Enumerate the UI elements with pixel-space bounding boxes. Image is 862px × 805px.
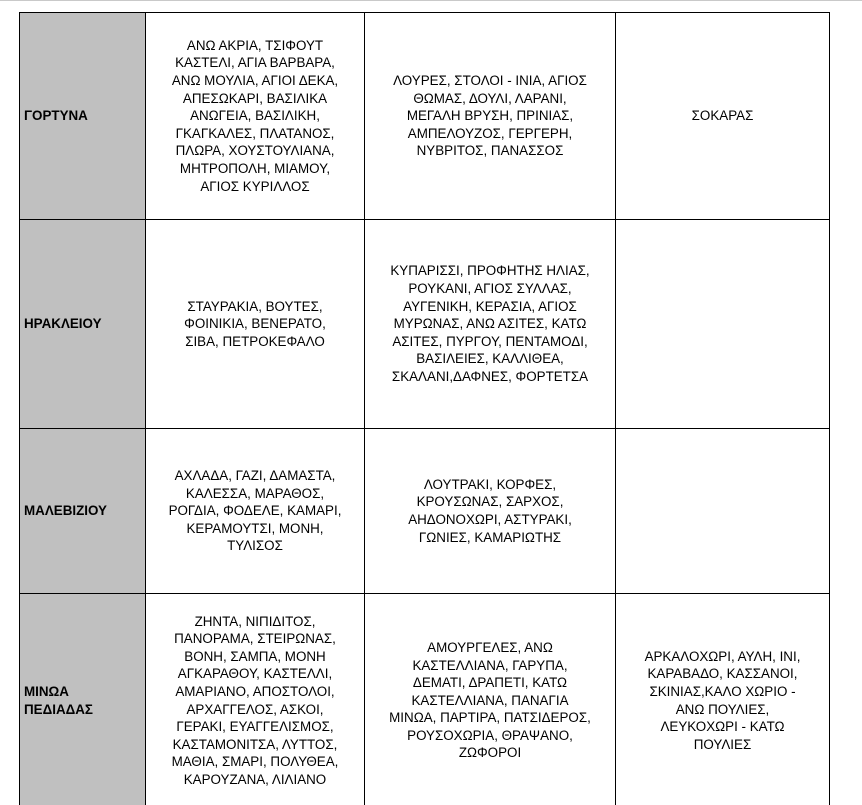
- area-name-cell: ΜΙΝΩΑ ΠΕΔΙΑΔΑΣ: [20, 594, 146, 805]
- villages-cell: [616, 429, 830, 594]
- villages-cell: ΑΜΟΥΡΓΕΛΕΣ, ΑΝΩ ΚΑΣΤΕΛΛΙΑΝΑ, ΓΑΡΥΠΑ, ΔΕΜΑΤΙ, ΔΡΑΠΕΤΙ, ΚΑΤΩ ΚΑΣΤΕΛΛΙΑΝΑ, ΠΑΝΑΓΙΑ ΜΙΝΩΑ, ΠΑΡΤΙΡΑ, ΠΑΤΣΙΔΕΡΟΣ, ΡΟΥΣΟΧΩΡΙΑ, ΘΡΑΨΑΝΟ, ΖΩΦΟΡΟΙ: [365, 594, 616, 805]
- villages-cell: ΛΟΥΤΡΑΚΙ, ΚΟΡΦΕΣ, ΚΡΟΥΣΩΝΑΣ, ΣΑΡΧΟΣ, ΑΗΔΟΝΟΧΩΡΙ, ΑΣΤΥΡΑΚΙ, ΓΩΝΙΕΣ, ΚΑΜΑΡΙΩΤΗΣ: [365, 429, 616, 594]
- villages-cell: ΣΤΑΥΡΑΚΙΑ, ΒΟΥΤΕΣ, ΦΟΙΝΙΚΙΑ, ΒΕΝΕΡΑΤΟ, ΣΙΒΑ, ΠΕΤΡΟΚΕΦΑΛΟ: [146, 220, 365, 429]
- table-row: [20, 594, 830, 805]
- villages-cell: ΑΝΩ ΑΚΡΙΑ, ΤΣΙΦΟΥΤ ΚΑΣΤΕΛΙ, ΑΓΙΑ ΒΑΡΒΑΡΑ, ΑΝΩ ΜΟΥΛΙΑ, ΑΓΙΟΙ ΔΕΚΑ, ΑΠΕΣΩΚΑΡΙ, ΒΑΣΙΛΙΚΑ ΑΝΩΓΕΙΑ, ΒΑΣΙΛΙΚΗ, ΓΚΑΓΚΑΛΕΣ, ΠΛΑΤΑΝΟΣ, ΠΛΩΡΑ, ΧΟΥΣΤΟΥΛΙΑΝΑ, ΜΗΤΡΟΠΟΛΗ, ΜΙΑΜΟΥ, ΑΓΙΟΣ ΚΥΡΙΛΛΟΣ: [146, 13, 365, 220]
- page-top-divider: [0, 0, 862, 1]
- table-row: [20, 429, 830, 594]
- villages-cell: ΑΧΛΑΔΑ, ΓΑΖΙ, ΔΑΜΑΣΤΑ, ΚΑΛΕΣΣΑ, ΜΑΡΑΘΟΣ, ΡΟΓΔΙΑ, ΦΟΔΕΛΕ, ΚΑΜΑΡΙ, ΚΕΡΑΜΟΥΤΣΙ, ΜΟΝΗ, ΤΥΛΙΣΟΣ: [146, 429, 365, 594]
- villages-cell: ΛΟΥΡΕΣ, ΣΤΟΛΟΙ - ΙΝΙΑ, ΑΓΙΟΣ ΘΩΜΑΣ, ΔΟΥΛΙ, ΛΑΡΑΝΙ, ΜΕΓΑΛΗ ΒΡΥΣΗ, ΠΡΙΝΙΑΣ, ΑΜΠΕΛΟΥΖΟΣ, ΓΕΡΓΕΡΗ, ΝΥΒΡΙΤΟΣ, ΠΑΝΑΣΣΟΣ: [365, 13, 616, 220]
- table-row: [20, 13, 830, 220]
- villages-cell: [616, 220, 830, 429]
- area-name-cell: ΜΑΛΕΒΙΖΙΟΥ: [20, 429, 146, 594]
- villages-cell: ΚΥΠΑΡΙΣΣΙ, ΠΡΟΦΗΤΗΣ ΗΛΙΑΣ, ΡΟΥΚΑΝΙ, ΑΓΙΟΣ ΣΥΛΛΑΣ, ΑΥΓΕΝΙΚΗ, ΚΕΡΑΣΙΑ, ΑΓΙΟΣ ΜΥΡΩΝΑΣ, ΑΝΩ ΑΣΙΤΕΣ, ΚΑΤΩ ΑΣΙΤΕΣ, ΠΥΡΓΟΥ, ΠΕΝΤΑΜΟΔΙ, ΒΑΣΙΛΕΙΕΣ, ΚΑΛΛΙΘΕΑ, ΣΚΑΛΑΝΙ,ΔΑΦΝΕΣ, ΦΟΡΤΕΤΣΑ: [365, 220, 616, 429]
- area-name-cell: ΗΡΑΚΛΕΙΟΥ: [20, 220, 146, 429]
- villages-cell: ΑΡΚΑΛΟΧΩΡΙ, ΑΥΛΗ, ΙΝΙ, ΚΑΡΑΒΑΔΟ, ΚΑΣΣΑΝΟΙ, ΣΚΙΝΙΑΣ,ΚΑΛΟ ΧΩΡΙΟ - ΑΝΩ ΠΟΥΛΙΕΣ, ΛΕΥΚΟΧΩΡΙ - ΚΑΤΩ ΠΟΥΛΙΕΣ: [616, 594, 830, 805]
- villages-table: [19, 12, 830, 805]
- villages-cell: ΣΟΚΑΡΑΣ: [616, 13, 830, 220]
- area-name-cell: ΓΟΡΤΥΝΑ: [20, 13, 146, 220]
- villages-cell: ΖΗΝΤΑ, ΝΙΠΙΔΙΤΟΣ, ΠΑΝΟΡΑΜΑ, ΣΤΕΙΡΩΝΑΣ, ΒΟΝΗ, ΣΑΜΠΑ, ΜΟΝΗ ΑΓΚΑΡΑΘΟΥ, ΚΑΣΤΕΛΛΙ, ΑΜΑΡΙΑΝΟ, ΑΠΟΣΤΟΛΟΙ, ΑΡΧΑΓΓΕΛΟΣ, ΑΣΚΟΙ, ΓΕΡΑΚΙ, ΕΥΑΓΓΕΛΙΣΜΟΣ, ΚΑΣΤΑΜΟΝΙΤΣΑ, ΛΥΤΤΟΣ, ΜΑΘΙΑ, ΣΜΑΡΙ, ΠΟΛΥΘΕΑ, ΚΑΡΟΥΖΑΝΑ, ΛΙΛΙΑΝΟ: [146, 594, 365, 805]
- table-row: [20, 220, 830, 429]
